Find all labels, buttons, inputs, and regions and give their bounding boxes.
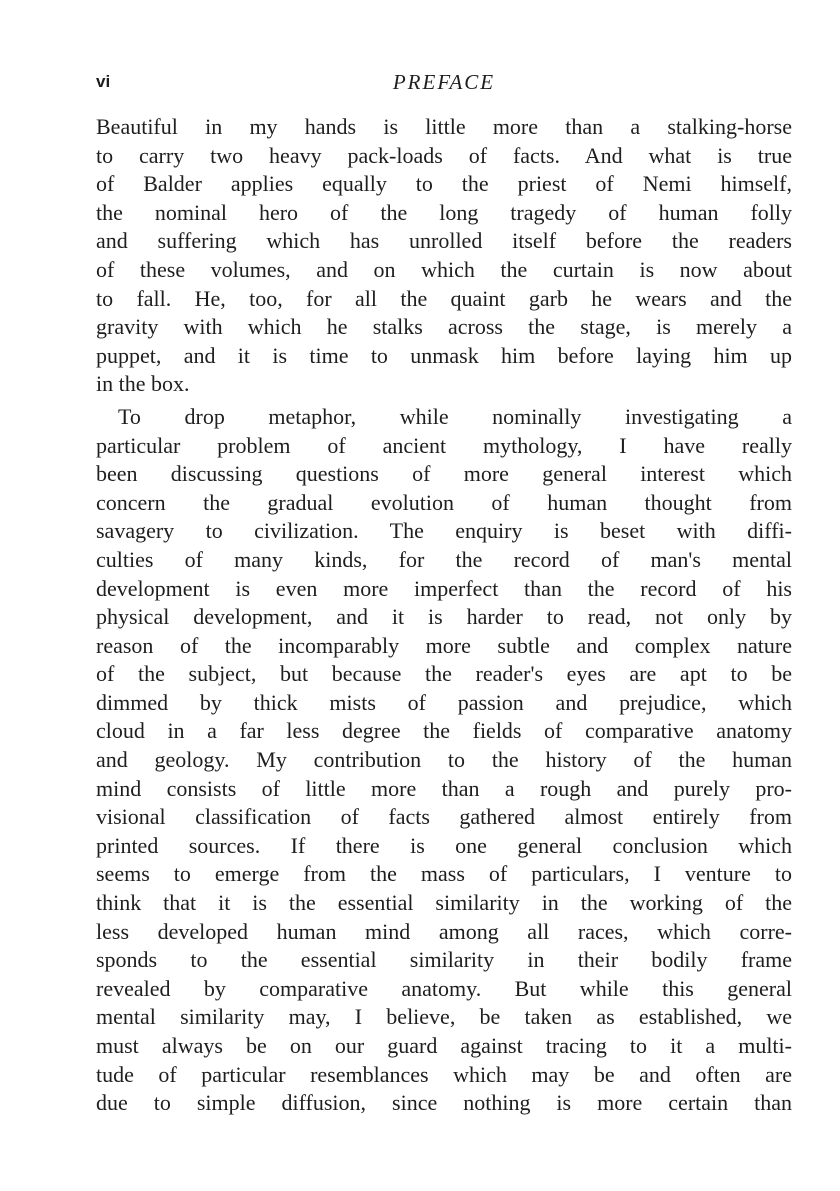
text-line: and suffering which has unrolled itself before the readers	[96, 228, 792, 254]
text-line: been discussing questions of more general interest which	[96, 461, 792, 487]
page-header	[96, 70, 792, 100]
text-line: must always be on our guard against tracing to it a multi-	[96, 1033, 792, 1058]
text-line: and geology. My contribution to the history of the human	[96, 747, 792, 773]
text-line: cloud in a far less degree the fields of comparative anatomy	[96, 718, 792, 744]
text-line: concern the gradual evolution of human thought from	[96, 489, 792, 515]
text-line: less developed human mind among all races, which corre-	[96, 918, 792, 944]
text-line: of the subject, but because the reader's eyes are apt to be	[96, 661, 792, 687]
text-line: mind consists of little more than a rough and purely pro-	[96, 775, 792, 801]
text-line: of these volumes, and on which the curtain is now about	[96, 256, 792, 282]
text-line: in the box.	[96, 371, 190, 397]
page-number: vi	[96, 72, 111, 91]
text-line: development is even more imperfect than the record of his	[96, 575, 792, 601]
text-line: the nominal hero of the long tragedy of human folly	[96, 199, 792, 225]
text-line: gravity with which he stalks across the stage, is merely a	[96, 314, 792, 340]
text-line: physical development, and it is harder to read, not only by	[96, 604, 792, 630]
text-line: puppet, and it is time to unmask him before laying him up	[96, 342, 792, 368]
text-line: Beautiful in my hands is little more than a stalking-horse	[96, 114, 792, 139]
text-line: reason of the incomparably more subtle and complex nature	[96, 632, 792, 658]
text-line: dimmed by thick mists of passion and prejudice, which	[96, 689, 792, 715]
page-body	[96, 113, 792, 1118]
text-line: to carry two heavy pack-loads of facts. And what is true	[96, 142, 792, 168]
text-line: to fall. He, too, for all the quaint garb he wears and the	[96, 285, 792, 311]
text-line: revealed by comparative anatomy. But while this general	[96, 975, 792, 1001]
text-line: tude of particular resemblances which may be and often are	[96, 1061, 792, 1087]
text-line: culties of many kinds, for the record of man's mental	[96, 546, 792, 572]
paragraph	[96, 113, 792, 399]
text-line: particular problem of ancient mythology, I have really	[96, 432, 792, 458]
text-line: due to simple diffusion, since nothing is more certain than	[96, 1090, 792, 1116]
running-title: PREFACE	[392, 70, 496, 94]
paragraph	[96, 403, 792, 1118]
text-line: of Balder applies equally to the priest of Nemi himself,	[96, 171, 792, 197]
text-line: savagery to civilization. The enquiry is beset with diffi-	[96, 518, 792, 544]
text-line: visional classification of facts gathered almost entirely from	[96, 804, 792, 830]
text-line: sponds to the essential similarity in their bodily frame	[96, 947, 792, 973]
text-line: mental similarity may, I believe, be taken as established, we	[96, 1004, 792, 1030]
text-line: seems to emerge from the mass of particulars, I venture to	[96, 861, 792, 887]
text-line: printed sources. If there is one general conclusion which	[96, 832, 792, 858]
text-line: To drop metaphor, while nominally investigating a	[118, 403, 792, 429]
text-line: think that it is the essential similarity in the working of the	[96, 890, 792, 916]
